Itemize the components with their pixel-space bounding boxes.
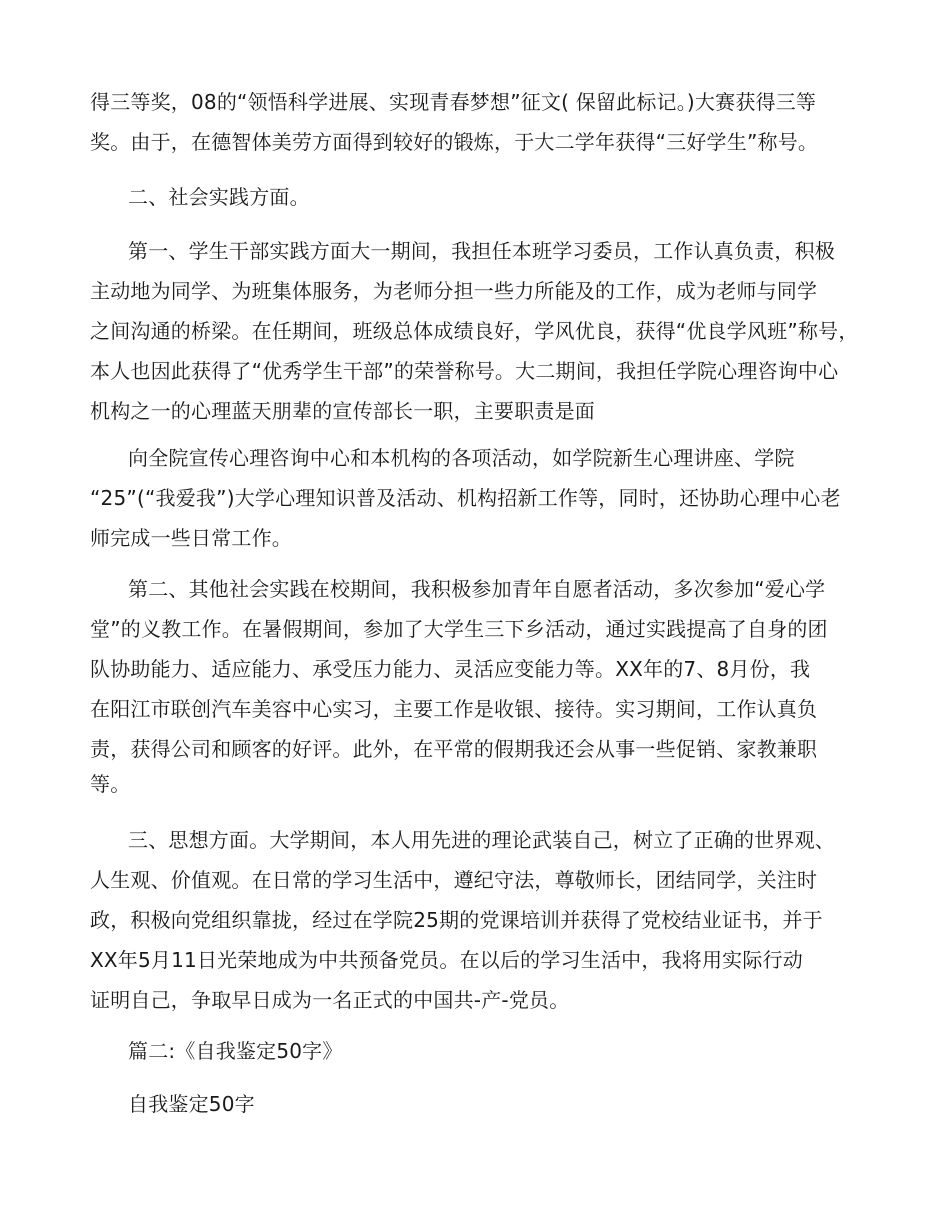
text-line: “25”(“我爱我”)大学心理知识普及活动、机构招新工作等，同时，还协助心理中心老 bbox=[90, 486, 841, 510]
text-line: 第二、其他社会实践在校期间，我积极参加青年自愿者活动，多次参加“爱心学 bbox=[128, 577, 826, 601]
text-line: 第一、学生干部实践方面大一期间，我担任本班学习委员，工作认真负责，积极 bbox=[128, 239, 835, 263]
text-line: 政，积极向党组织靠拢，经过在学院25期的党课培训并获得了党校结业证书，并于 bbox=[90, 908, 823, 932]
article-title: 篇二:《自我鉴定50字》 bbox=[128, 1039, 343, 1063]
text-line: 在阳江市联创汽车美容中心实习，主要工作是收银、接待。实习期间，工作认真负 bbox=[90, 697, 818, 721]
text-line: 本人也因此获得了“优秀学生干部”的荣誉称号。大二期间，我担任学院心理咨询中心 bbox=[90, 359, 839, 383]
text-line: 队协助能力、适应能力、承受压力能力、灵活应变能力等。XX年的7、8月份，我 bbox=[90, 657, 811, 681]
text-line: 等。 bbox=[90, 772, 131, 796]
text-line: 三、思想方面。大学期间，本人用先进的理论武装自己，树立了正确的世界观、 bbox=[128, 828, 835, 852]
text-line: 人生观、价值观。在日常的学习生活中，遵纪守法，尊敬师长，团结同学，关注时 bbox=[90, 868, 818, 892]
text-line: 得三等奖，08的“领悟科学进展、实现青春梦想”征文( 保留此标记。)大赛获得三等 bbox=[90, 90, 817, 114]
text-line: 之间沟通的桥梁。在任期间，班级总体成绩良好，学风优良，获得“优良学风班”称号， bbox=[90, 319, 859, 343]
text-line: 证明自己，争取早日成为一名正式的中国共-产-党员。 bbox=[90, 988, 570, 1012]
text-line: 师完成一些日常工作。 bbox=[90, 526, 292, 550]
text-line: 责，获得公司和顾客的好评。此外，在平常的假期我还会从事一些促销、家教兼职 bbox=[90, 737, 818, 761]
text-line: 奖。由于，在德智体美劳方面得到较好的锻炼，于大二学年获得“三好学生”称号。 bbox=[90, 130, 819, 154]
text-line: XX年5月11日光荣地成为中共预备党员。在以后的学习生活中，我将用实际行动 bbox=[90, 948, 803, 972]
text-line: 堂”的义教工作。在暑假期间，参加了大学生三下乡活动，通过实践提高了自身的团 bbox=[90, 617, 828, 641]
section-heading: 二、社会实践方面。 bbox=[128, 185, 310, 209]
text-line: 主动地为同学、为班集体服务，为老师分担一些力所能及的工作，成为老师与同学 bbox=[90, 279, 818, 303]
article-subtitle: 自我鉴定50字 bbox=[128, 1092, 255, 1116]
text-line: 机构之一的心理蓝天朋辈的宣传部长一职，主要职责是面 bbox=[90, 399, 595, 423]
text-line: 向全院宣传心理咨询中心和本机构的各项活动，如学院新生心理讲座、学院 bbox=[128, 446, 795, 470]
